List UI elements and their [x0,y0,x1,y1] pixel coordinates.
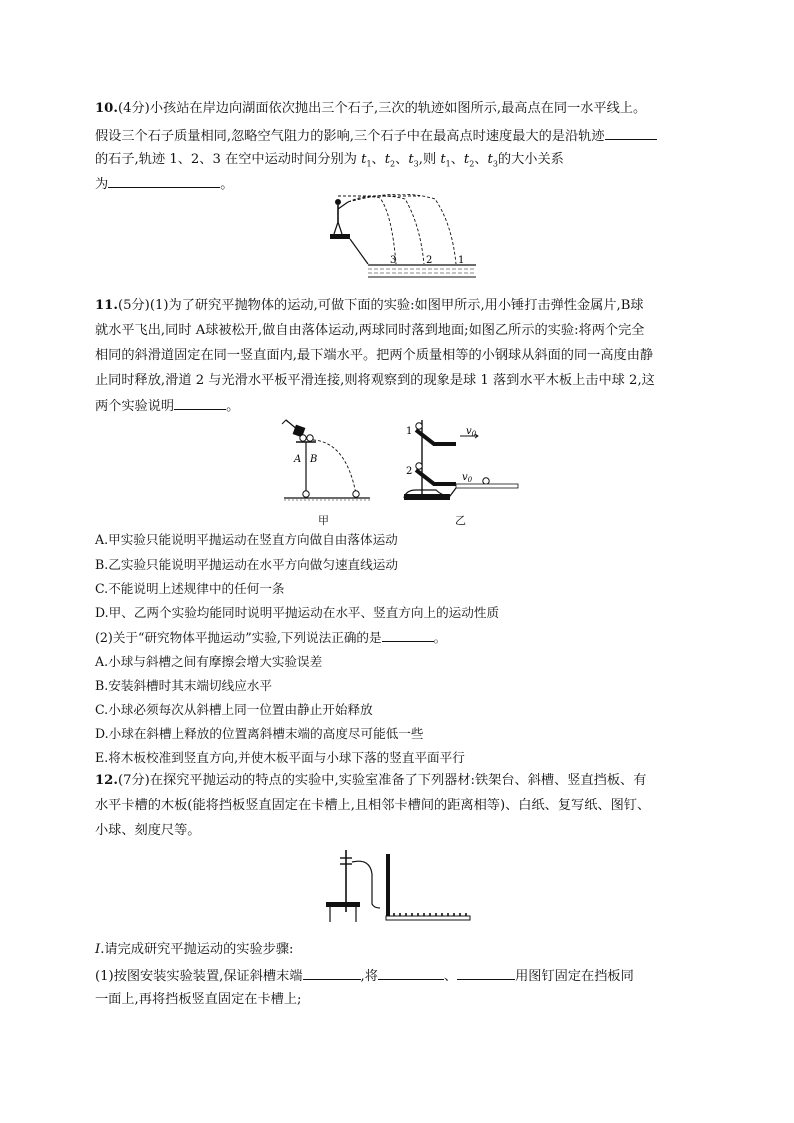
q10-blank-2[interactable] [108,173,220,188]
q12-line-1 [95,771,646,791]
q10-trajectory-3 [348,197,396,264]
q11-text-4: 止同时释放,滑道 2 与光滑水平板平滑连接,则将观察到的现象是球 1 落到水平木板上击中球 2,这 [95,373,655,388]
q11-text-3: 相同的斜滑道固定在同一竖直面内,最下端水平。把两个质量相等的小钢球从斜面的同一高度由静 [95,348,654,363]
q11-line-1 [95,296,644,316]
q10-line-4 [95,173,233,195]
q12-step1-text-c: 、 [443,969,458,984]
q10-trajectory-2 [348,196,424,264]
q11-fig-yi-caption: 乙 [455,514,466,527]
q11-line-5 [95,395,239,417]
ball-b-landed [353,491,359,497]
q12-step1-text-b: ,将 [360,969,378,984]
q11-figure-jia [276,414,376,510]
q11-option-b[interactable]: B.乙实验只能说明平抛运动在水平方向做匀速直线运动 [95,557,398,572]
ball-a-landed [303,491,309,497]
q11-part2-option-c[interactable]: C.小球必须每次从斜槽上同一位置由静止开始释放 [95,702,373,717]
q11-line-3 [95,346,653,366]
q11-fig-jia-caption: 甲 [318,514,329,527]
ball-b [307,435,313,441]
q10-text-3c: 的大小关系 [497,152,564,167]
q11-option-a[interactable]: A.甲实验只能说明平抛运动在竖直方向做自由落体运动 [95,532,398,547]
q11-part2-text: (2)关于“研究物体平抛运动”实验,下列说法正确的是 [95,630,382,645]
q12-step1-line-2 [95,990,301,1010]
ball-1 [416,423,422,429]
q12-text-2: 水平卡槽的木板(能将挡板竖直固定在卡槽上,且相邻卡槽间的距离相等)、白纸、复写纸、图钉、 [95,798,651,813]
q12-step1-line-1 [95,965,634,987]
q11-line-4 [95,371,655,391]
baffle-board [386,854,390,920]
v0-label-1: $v_0$ [466,426,477,438]
ball-a [300,435,306,441]
q10-child-leg-1 [334,222,338,234]
q10-line-1 [95,99,646,119]
q10-text-2: 假设三个石子质量相同,忽略空气阻力的影响,三个石子中在最高点时速度最大的是沿轨迹 [95,129,605,144]
q12-step1-text-a: (1)按图安装实验装置,保证斜槽末端 [95,969,303,984]
q10-blank-1[interactable] [605,125,657,140]
q12-blank-3[interactable] [457,965,515,980]
q11-period: 。 [226,399,240,414]
q12-text-1: 在探究平抛运动的特点的实验中,实验室准备了下列器材:铁架台、斜槽、竖直挡板、有 [149,773,647,788]
q11-part2-period: 。 [433,630,447,645]
slotted-board [386,916,470,920]
yi-base-block [404,494,450,500]
q10-figure [320,194,480,278]
q12-text-3: 小球、刻度尺等。 [95,823,201,838]
q12-step-title [95,940,293,960]
q11-option-d[interactable]: D.甲、乙两个实验均能同时说明平抛运动在水平、竖直方向上的运动性质 [95,605,500,620]
q10-label-1: 1 [458,255,465,266]
q10-text-4: 为 [95,177,109,192]
q10-line-3: 的石子,轨迹 1、2、3 在空中运动时间分别为 $t_1$、$t_2$、$t_3$,则 $t_1$、$t_2$、$t_3$的大小关系 [95,152,564,169]
q12-blank-1[interactable] [303,965,361,980]
q10-period: 。 [220,177,234,192]
q12-step1-text-d: 用图钉固定在挡板同 [515,969,634,984]
q10-text-3b: 则 [422,152,437,167]
q11-number: 11. [95,298,118,313]
q11-text-2: 就水平飞出,同时 A球被松开,做自由落体运动,两球同时落到地面;如图乙所示的实验:将两个完全 [95,323,645,338]
q11-part2-option-e[interactable]: E.将木板校准到竖直方向,并使木板平面与小球下落的竖直平面平行 [95,750,465,765]
smooth-board [456,484,518,488]
q12-number: 12. [95,773,118,788]
label-a: A [294,454,302,465]
q11-part2-option-d[interactable]: D.小球在斜槽上释放的位置离斜槽末端的高度尽可能低一些 [95,726,424,741]
q10-line-2 [95,125,657,147]
q12-step-title-text: .请完成研究平抛运动的实验步骤: [100,942,294,957]
q11-text-1: (1)为了研究平抛物体的运动,可做下面的实验:如图甲所示,用小锤打击弹性金属片,B球 [149,298,644,313]
ball-2-start [416,463,422,469]
q11-part2-option-b[interactable]: B.安装斜槽时其末端切线应水平 [95,678,272,693]
ball-b-trajectory [313,440,356,494]
q10-bank-slope [350,239,368,264]
q12-line-2 [95,796,650,816]
hammer-arrow [282,420,288,424]
chute-track [352,861,380,908]
q12-step-numeral: Ⅰ [95,942,101,957]
q12-blank-2[interactable] [378,965,444,980]
q12-step1-text-e: 一面上,再将挡板竖直固定在卡槽上; [95,992,302,1007]
q10-text-3a: 的石子,轨迹 1、2、3 在空中运动时间分别为 [95,152,357,167]
q11-option-c[interactable]: C.不能说明上述规律中的任何一条 [95,581,285,596]
v0-label-2: $v_0$ [462,472,473,484]
q11-score: (5分) [117,298,150,313]
q11-blank-1[interactable] [174,395,226,410]
q10-child-head [335,199,341,205]
q11-part2 [95,627,446,648]
ball-2 [483,478,489,484]
label-b: B [310,454,318,465]
q10-trajectory-1 [348,194,456,264]
q10-score: (4分) [117,101,150,116]
q11-line-2 [95,321,645,341]
desk-top [326,902,360,907]
chute-1-label: 1 [406,426,413,437]
q10-bank-top [330,234,350,239]
q12-figure [322,848,474,924]
q10-label-3: 3 [390,255,397,266]
q11-part2-option-a[interactable]: A.小球与斜槽之间有摩擦会增大实验误差 [95,654,323,669]
q10-text-1: 小孩站在岸边向湖面依次抛出三个石子,三次的轨迹如图所示,最高点在同一水平线上。 [149,101,647,116]
q11-text-5: 两个实验说明 [95,399,175,414]
q11-figure-yi [396,414,520,510]
q12-score: (7分) [117,773,150,788]
q10-number: 10. [95,101,118,116]
q11-blank-2[interactable] [382,627,434,642]
q10-label-2: 2 [426,255,433,266]
q12-line-3 [95,821,201,841]
chute-2-label: 2 [406,466,413,477]
q10-child-leg-2 [338,222,342,234]
